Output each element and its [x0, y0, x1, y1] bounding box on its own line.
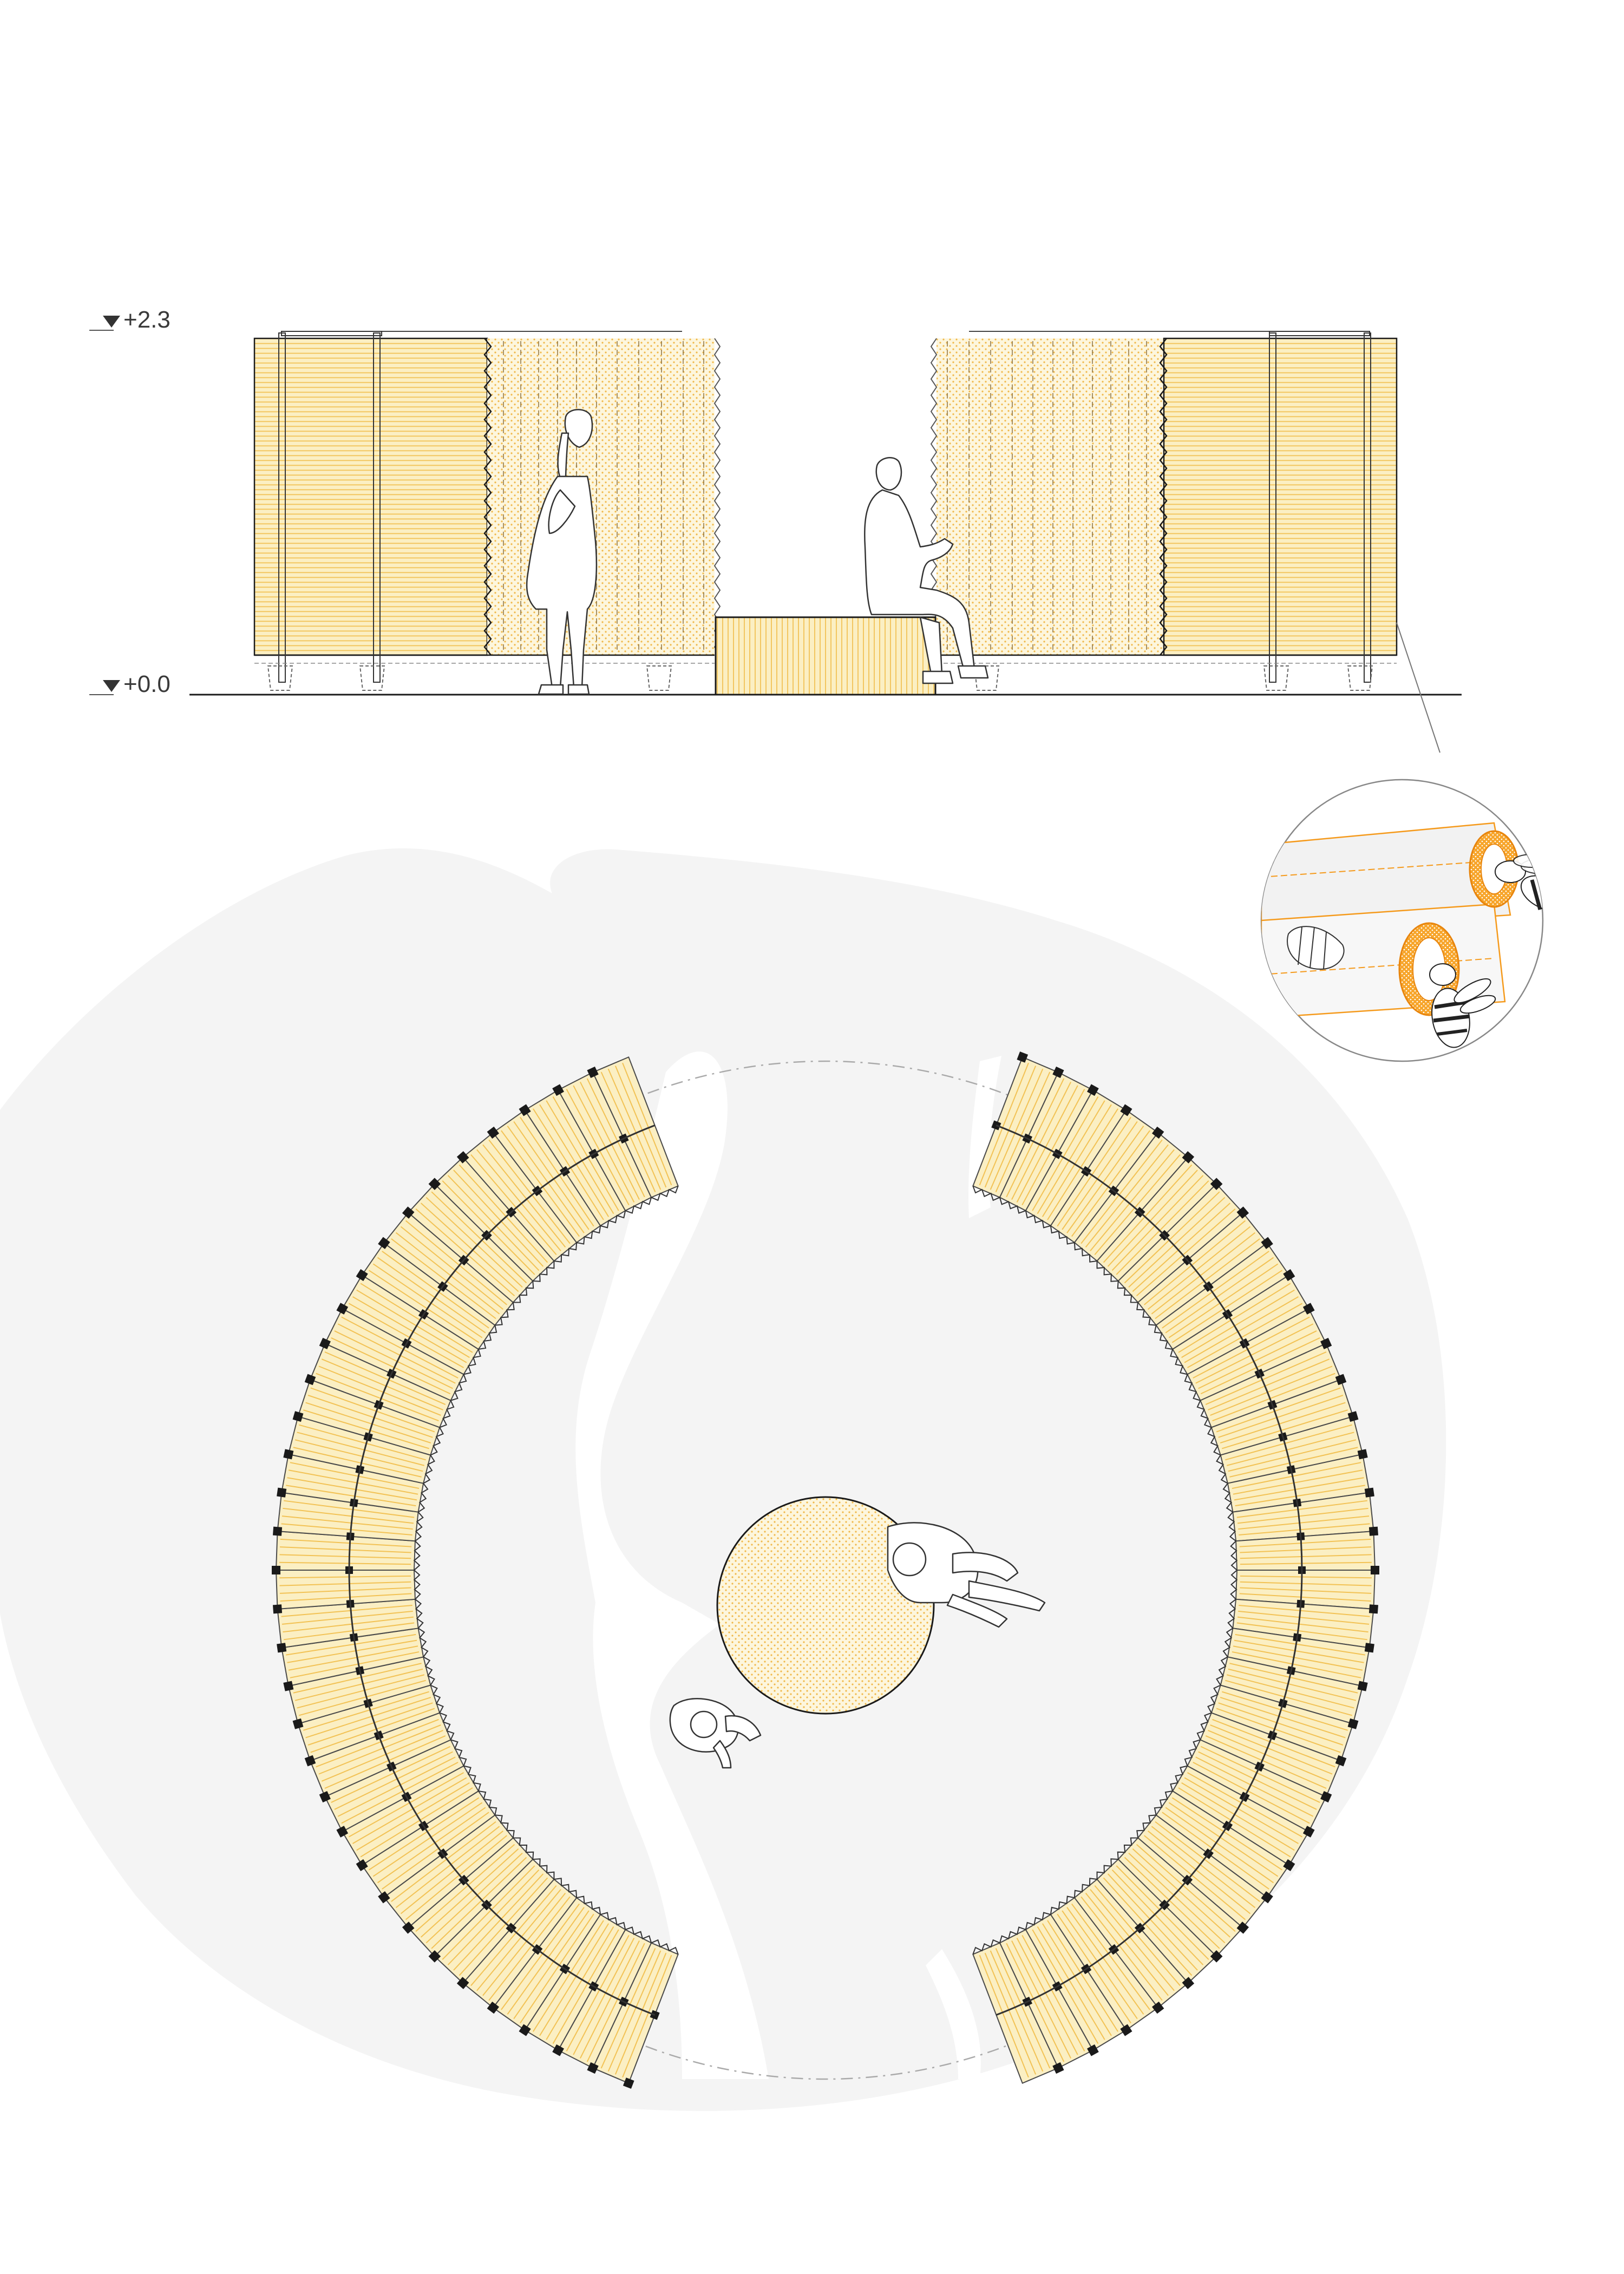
left-wall-slat-panel — [254, 338, 487, 655]
bench-elevation — [716, 617, 935, 695]
right-post — [1371, 1566, 1379, 1574]
level-marker-ground — [89, 671, 171, 697]
left-post — [277, 1488, 286, 1498]
level-label-ground: +0.0 — [123, 671, 171, 697]
left-post — [272, 1566, 280, 1574]
tube-opening-right — [1552, 893, 1604, 980]
elevation-view — [89, 306, 1462, 753]
left-post — [277, 1643, 286, 1652]
level-label-top: +2.3 — [123, 306, 171, 333]
right-post — [1369, 1527, 1378, 1536]
bee-nest-detail-callout — [1261, 780, 1604, 1061]
right-post — [1358, 1681, 1368, 1691]
left-wall-elevation — [254, 331, 720, 690]
callout-leader-line — [1397, 623, 1440, 753]
right-wall-ribbed-panel — [937, 338, 1164, 655]
right-post — [1365, 1643, 1374, 1652]
right-wall-slat-panel — [1164, 338, 1397, 655]
right-post — [1369, 1604, 1378, 1613]
level-marker-top — [89, 306, 171, 333]
right-post — [1365, 1488, 1374, 1498]
left-post — [273, 1604, 282, 1613]
plan-view — [0, 848, 1446, 2111]
left-wall-zigzag-end — [715, 338, 720, 655]
right-wall-elevation — [931, 331, 1397, 690]
left-post — [273, 1527, 282, 1536]
left-post — [283, 1449, 293, 1459]
left-post — [283, 1681, 293, 1691]
right-post — [1358, 1449, 1368, 1459]
